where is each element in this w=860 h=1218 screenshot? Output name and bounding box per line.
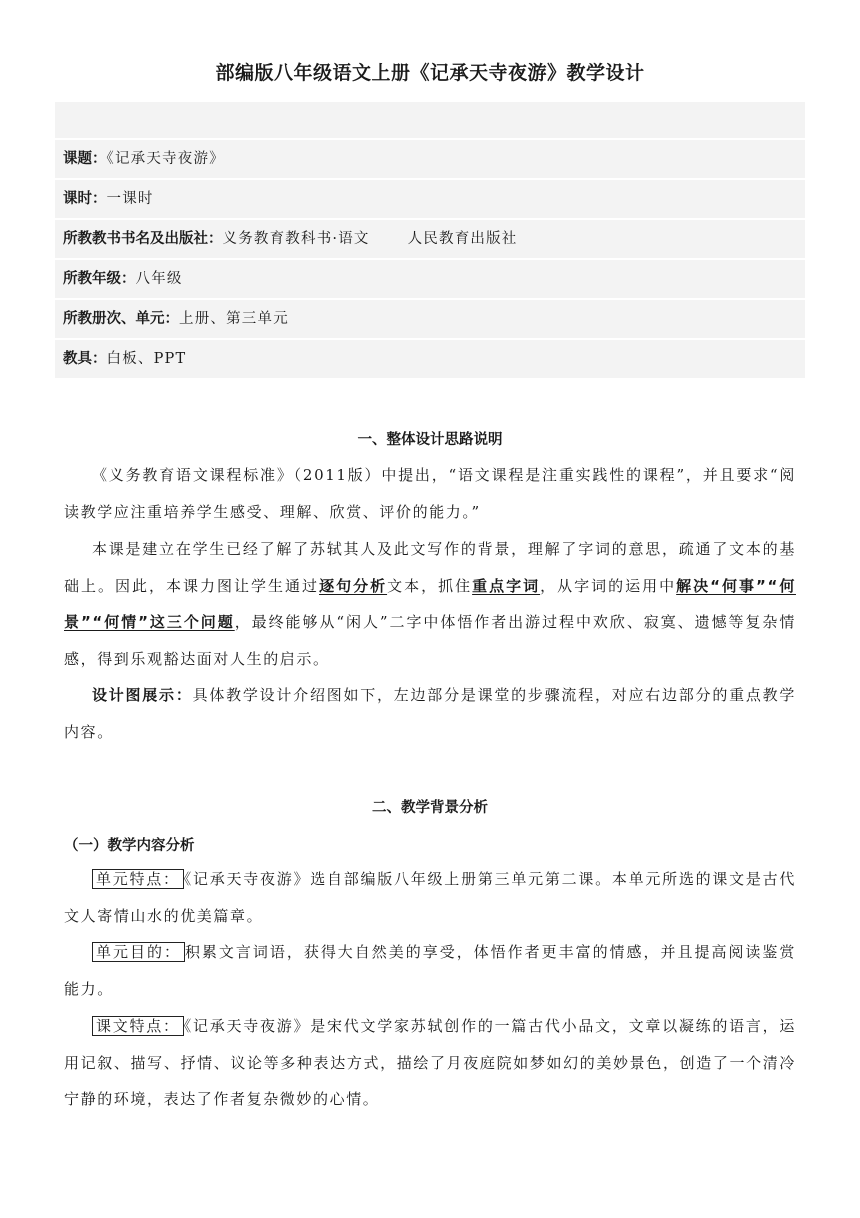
info-row-textbook [55, 220, 805, 258]
info-value: 一课时 [106, 191, 154, 207]
info-row-teaching-aids [55, 340, 805, 378]
info-row-volume-unit [55, 300, 805, 338]
paragraph-unit-goals: 单元目的： 积累文言词语，获得大自然美的享受，体悟作者更丰富的情感，并且提高阅读鉴赏能力。 [64, 943, 796, 998]
info-row-period [55, 180, 805, 218]
section-heading-design-overview: 一、整体设计思路说明 [357, 432, 503, 448]
emphasis-three-questions: 解决“何事”“何景”“何情”这三个问题 [64, 576, 796, 631]
paragraph-unit-features: 单元特点： 《记承天寺夜游》选自部编版八年级上册第三单元第二课。本单元所选的课文是古代文人寄情山水的优美篇章。 [64, 870, 796, 925]
course-info-table [55, 102, 805, 380]
boxed-label-text-features: 课文特点： [92, 1016, 184, 1036]
info-label: 课时： [63, 191, 107, 207]
paragraph-curriculum-standard: 《义务教育语文课程标准》（2011版）中提出，“语文课程是注重实践性的课程”，并且要求“阅读教学应注重培养学生感受、理解、欣赏、评价的能力。” [64, 466, 796, 521]
info-value-publisher: 人民教育出版社 [407, 231, 518, 247]
subheading-content-analysis: （一）教学内容分析 [64, 838, 195, 854]
emphasis-sentence-analysis: 逐句分析 [319, 576, 388, 595]
info-row-grade [55, 260, 805, 298]
info-label: 教具： [63, 351, 107, 367]
info-value: 白板、PPT [106, 351, 187, 367]
design-diagram-label: 设计图展示： [92, 686, 193, 704]
document-title: 部编版八年级语文上册《记承天寺夜游》教学设计 [215, 62, 645, 84]
info-row-topic [55, 140, 805, 178]
info-value: 义务教育教科书·语文 [222, 231, 370, 247]
info-value: 《记承天寺夜游》 [106, 151, 225, 167]
paragraph-lesson-approach: 本课是建立在学生已经了解了苏轼其人及此文写作的背景，理解了字词的意思，疏通了文本的基础上。因此，本课力图让学生通过逐句分析文本，抓住重点字词，从字词的运用中解决“何事”“何景”“何情”这三个问题，最终能够从“闲人”二字中体悟作者出游过程中欢欣、寂寞、遗憾等复杂情感，得到乐观豁达面对人生的启示。 [64, 540, 796, 668]
paragraph-text-features: 课文特点： 《记承天寺夜游》是宋代文学家苏轼创作的一篇古代小品文，文章以凝练的语言，运用记叙、描写、抒情、议论等多种表达方式，描绘了月夜庭院如梦如幻的美妙景色，创造了一个清冷宁静的环境，表达了作者复杂微妙的心情。 [64, 1017, 796, 1108]
info-value: 上册、第三单元 [179, 311, 289, 327]
boxed-label-unit-goals: 单元目的： [92, 942, 185, 962]
info-label: 课题： [63, 151, 107, 167]
info-label: 所教册次、单元： [63, 311, 179, 327]
section-heading-teaching-background: 二、教学背景分析 [372, 800, 488, 816]
boxed-label-unit-features: 单元特点： [92, 869, 184, 889]
emphasis-key-words: 重点字词 [472, 576, 541, 595]
info-label: 所教教书书名及出版社： [63, 231, 223, 247]
paragraph-design-diagram: 设计图展示：具体教学设计介绍图如下，左边部分是课堂的步骤流程，对应右边部分的重点教学内容。 [64, 686, 796, 741]
info-table-header-row [55, 102, 805, 138]
info-label: 所教年级： [63, 271, 136, 287]
info-value: 八年级 [135, 271, 183, 287]
